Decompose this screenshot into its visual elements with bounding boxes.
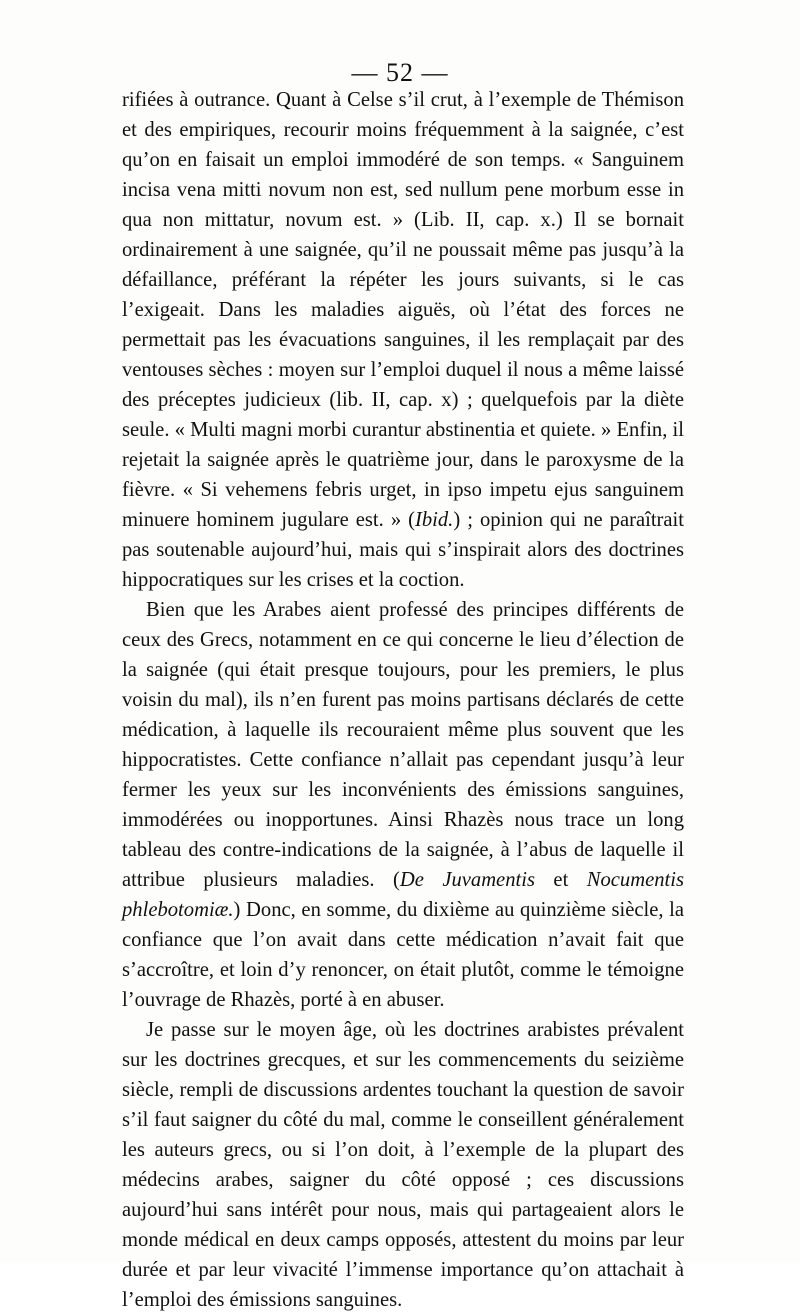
page-number: — 52 —: [351, 58, 449, 87]
italic-title: Nocumentis phlebotomiæ.: [122, 869, 684, 921]
paragraph: [122, 1015, 684, 1315]
italic-reference: Ibid.: [415, 509, 454, 531]
italic-title: De Juvamentis: [399, 869, 535, 891]
text-run: ) Donc, en somme, du dixième au quinzième siècle, la confiance que l’on avait dans cette médication n’avait fait que s’accroître, et loin d’y renoncer, on était plutôt, comme le témoigne l’ouvrage de Rhazès, porté à en abuser.: [122, 899, 684, 1011]
text-run: et: [534, 869, 587, 891]
text-run: ) ; opinion qui ne paraîtrait pas soutenable aujourd’hui, mais qui s’inspirait alors des doctrines hippocratiques sur les crises et la coction.: [122, 509, 684, 591]
text-run: Je passe sur le moyen âge, où les doctrines arabistes prévalent sur les doctrines grecques, et sur les commencements du seizième siècle, rempli de discussions ardentes touchant la question de savoir s’il faut saigner du côté du mal, comme le conseillent généralement les auteurs grecs, ou si l’on doit, à l’exemple de la plupart des médecins arabes, saigner du côté opposé ; ces discussions aujourd’hui sans intérêt pour nous, mais qui partageaient alors le monde médical en deux camps opposés, attestent du moins par leur durée et par leur vivacité l’immense importance qu’on attachait à l’emploi des émissions sanguines.: [122, 1019, 684, 1311]
paragraph: [122, 595, 684, 1015]
text-run: rifiées à outrance. Quant à Celse s’il crut, à l’exemple de Thémison et des empiriques, recourir moins fréquemment à la saignée, c’est qu’on en faisait un emploi immodéré de son temps. « Sanguinem incisa vena mitti novum non est, sed nullum pene morbum esse in qua non mittatur, novum est. » (Lib. II, cap. x.) Il se bornait ordinairement à une saignée, qu’il ne poussait même pas jusqu’à la défaillance, préférant la répéter les jours suivants, si le cas l’exigeait. Dans les maladies aiguës, où l’état des forces ne permettait pas les évacuations sanguines, il les remplaçait par des ventouses sèches : moyen sur l’emploi duquel il nous a même laissé des préceptes judicieux (lib. II, cap. x) ; quelquefois par la diète seule. « Multi magni morbi curantur abstinentia et quiete. » Enfin, il rejetait la saignée après le quatrième jour, dans le paroxysme de la fièvre. « Si vehemens febris urget, in ipso impetu ejus sanguinem minuere hominem jugulare est. » (: [122, 89, 684, 531]
body-text: [122, 85, 684, 1315]
text-run: Bien que les Arabes aient professé des principes différents de ceux des Grecs, notamment en ce qui concerne le lieu d’élection de la saignée (qui était presque toujours, pour les premiers, le plus voisin du mal), ils n’en furent pas moins partisans déclarés de cette médication, à laquelle ils recouraient même plus souvent que les hippocratistes. Cette confiance n’allait pas cependant jusqu’à leur fermer les yeux sur les inconvénients des émissions sanguines, immodérées ou inopportunes. Ainsi Rhazès nous trace un long tableau des contre-indications de la saignée, à l’abus de laquelle il attribue plusieurs maladies. (: [122, 599, 684, 891]
paragraph: [122, 85, 684, 595]
